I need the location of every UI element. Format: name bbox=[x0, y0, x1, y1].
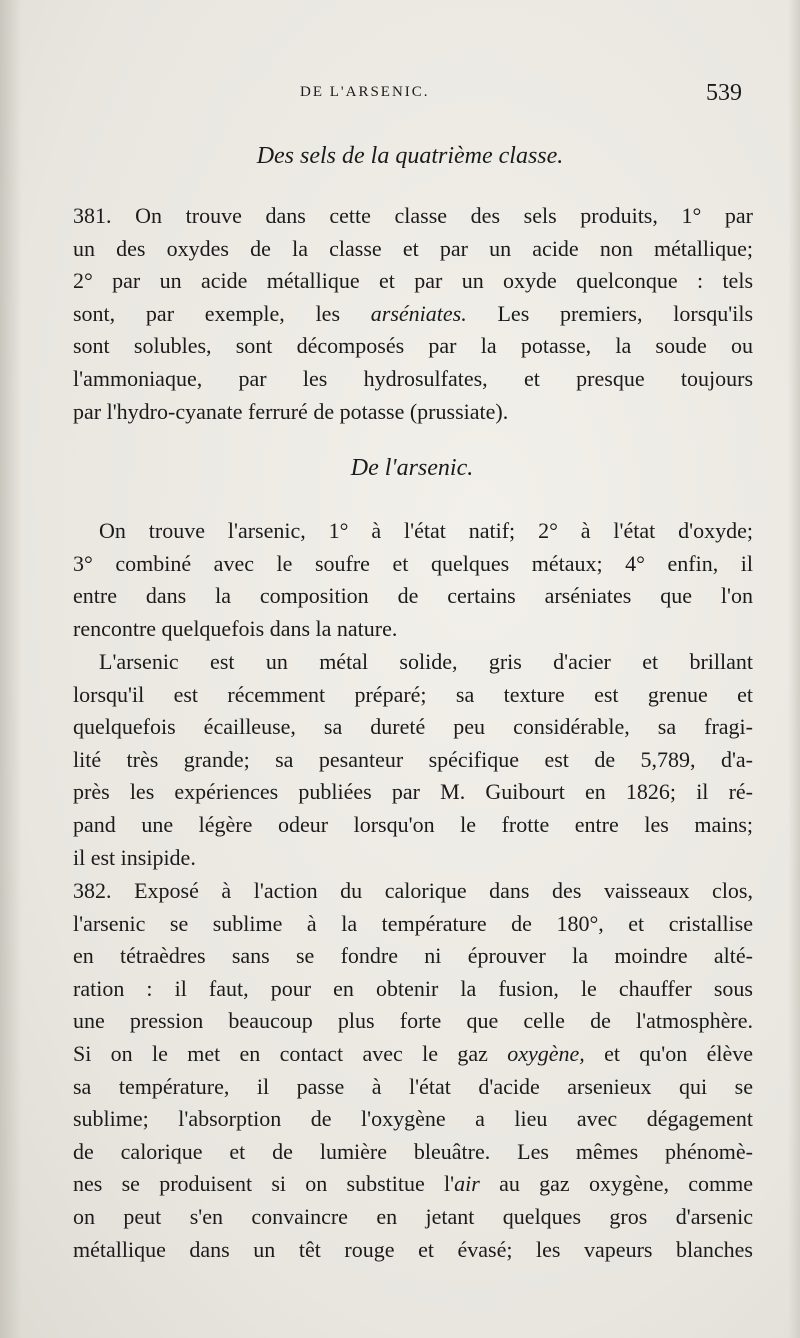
text-line: lorsqu'il est récemment préparé; sa texture est grenue et bbox=[73, 681, 753, 707]
binding-shadow bbox=[0, 0, 22, 1338]
text-line: 3° combiné avec le soufre et quelques métaux; 4° enfin, il bbox=[73, 550, 753, 576]
text-line: lité très grande; sa pesanteur spécifique est de 5,789, d'a- bbox=[73, 746, 753, 772]
text-line: l'ammoniaque, par les hydrosulfates, et presque toujours bbox=[73, 365, 753, 391]
text-line: Si on le met en contact avec le gaz oxygène, et qu'on élève bbox=[73, 1040, 753, 1066]
text-line: près les expériences publiées par M. Guibourt en 1826; il ré- bbox=[73, 779, 753, 805]
running-head: DE L'ARSENIC. bbox=[300, 84, 430, 100]
italic-term: oxygène, bbox=[507, 1040, 585, 1066]
text-line: L'arsenic est un métal solide, gris d'acier et brillant bbox=[99, 649, 753, 674]
text-line: sa température, il passe à l'état d'acide arsenieux qui se bbox=[73, 1073, 753, 1099]
text-line: en tétraèdres sans se fondre ni éprouver la moindre alté- bbox=[73, 943, 753, 969]
text-line: métallique dans un têt rouge et évasé; les vapeurs blanches bbox=[73, 1236, 753, 1262]
section-heading-salts: Des sels de la quatrième classe. bbox=[256, 143, 564, 169]
paragraph-arsenic-properties bbox=[73, 646, 753, 874]
paragraph-381 bbox=[73, 200, 753, 428]
text-line: pand une légère odeur lorsqu'on le frotte entre les mains; bbox=[73, 811, 753, 837]
text-line: une pression beaucoup plus forte que celle de l'atmosphère. bbox=[73, 1008, 753, 1034]
text-line: On trouve l'arsenic, 1° à l'état natif; 2° à l'état d'oxyde; bbox=[99, 518, 753, 543]
text-line: il est insipide. bbox=[73, 844, 196, 870]
text-line: de calorique et de lumière bleuâtre. Les mêmes phénomè- bbox=[73, 1138, 753, 1164]
text-line: sont, par exemple, les arséniates. Les premiers, lorsqu'ils bbox=[73, 300, 754, 326]
page-number: 539 bbox=[706, 80, 742, 106]
text-line: rencontre quelquefois dans la nature. bbox=[73, 615, 398, 641]
section-heading-arsenic: De l'arsenic. bbox=[350, 455, 474, 481]
text-line: l'arsenic se sublime à la température de 180°, et cristallise bbox=[73, 910, 753, 936]
paragraph-382 bbox=[73, 875, 753, 1266]
text-line: nes se produisent si on substitue l'air au gaz oxygène, comme bbox=[73, 1171, 753, 1197]
text-line: quelquefois écailleuse, sa dureté peu considérable, sa fragi- bbox=[73, 714, 753, 740]
edge-shadow bbox=[788, 0, 800, 1338]
text-line: entre dans la composition de certains arséniates que l'on bbox=[73, 583, 753, 609]
text-line: ration : il faut, pour en obtenir la fusion, le chauffer sous bbox=[73, 975, 753, 1001]
text-line: un des oxydes de la classe et par un acide non métallique; bbox=[73, 235, 753, 261]
text-line: on peut s'en convaincre en jetant quelques gros d'arsenic bbox=[73, 1203, 753, 1229]
text-line: 381. On trouve dans cette classe des sels produits, 1° par bbox=[73, 203, 753, 228]
text-line: par l'hydro-cyanate ferruré de potasse (prussiate). bbox=[73, 398, 509, 424]
text-line: sont solubles, sont décomposés par la potasse, la soude ou bbox=[73, 333, 753, 359]
text-line: sublime; l'absorption de l'oxygène a lieu avec dégagement bbox=[73, 1106, 753, 1132]
text-line: 382. Exposé à l'action du calorique dans des vaisseaux clos, bbox=[73, 878, 753, 903]
text-line: 2° par un acide métallique et par un oxyde quelconque : tels bbox=[73, 268, 753, 294]
italic-term: arséniates. bbox=[370, 300, 467, 326]
italic-term: air bbox=[454, 1171, 480, 1197]
paragraph-arsenic-intro bbox=[73, 515, 753, 645]
